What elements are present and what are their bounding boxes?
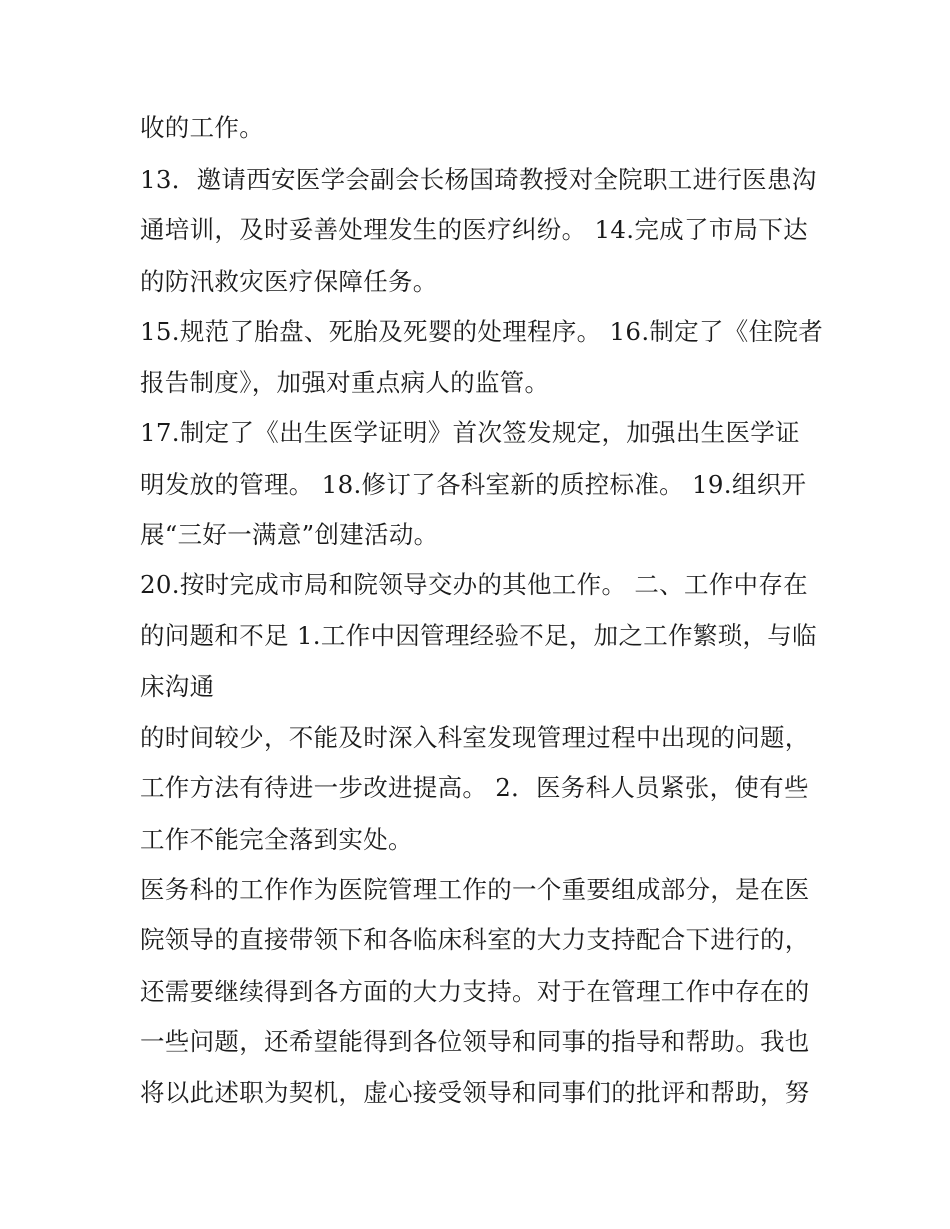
text-line: 17.制定了《出生医学证明》首次签发规定，加强出生医学证 [140,418,800,447]
text-line: 15.规范了胎盘、死胎及死婴的处理程序。 16.制定了《住院者 [140,317,824,346]
text-line: 的问题和不足 1.工作中因管理经验不足，加之工作繁琐，与临 [140,621,817,650]
text-line: 报告制度》，加强对重点病人的监管。 [140,368,550,397]
text-line: 院领导的直接带领下和各临床科室的大力支持配合下进行的， [140,925,810,954]
text-line: 将以此述职为契机，虚心接受领导和同事们的批评和帮助，努 [140,1078,810,1107]
text-line: 一些问题，还希望能得到各位领导和同事的指导和帮助。我也 [140,1027,810,1056]
text-line: 的时间较少，不能及时深入科室发现管理过程中出现的问题， [140,723,810,752]
text-line: 20.按时完成市局和院领导交办的其他工作。 二、工作中存在 [140,570,808,599]
text-line: 床沟通 [140,672,215,701]
text-line: 还需要继续得到各方面的大力支持。对于在管理工作中存在的 [140,977,810,1006]
text-line: 展“三好一满意”创建活动。 [140,520,439,549]
text-line: 工作不能完全落到实处。 [140,825,413,854]
text-line: 工作方法有待进一步改进提高。 2．医务科人员紧张，使有些 [140,773,809,802]
text-line: 收的工作。 [140,113,264,142]
text-line: 通培训，及时妥善处理发生的医疗纠纷。 14.完成了市局下达 [140,215,808,244]
text-line: 医务科的工作作为医院管理工作的一个重要组成部分，是在医 [140,875,810,904]
text-line: 13．邀请西安医学会副会长杨国琦教授对全院职工进行医患沟 [140,165,817,194]
text-line: 明发放的管理。 18.修订了各科室新的质控标准。 19.组织开 [140,470,807,499]
text-line: 的防汛救灾医疗保障任务。 [140,267,438,296]
